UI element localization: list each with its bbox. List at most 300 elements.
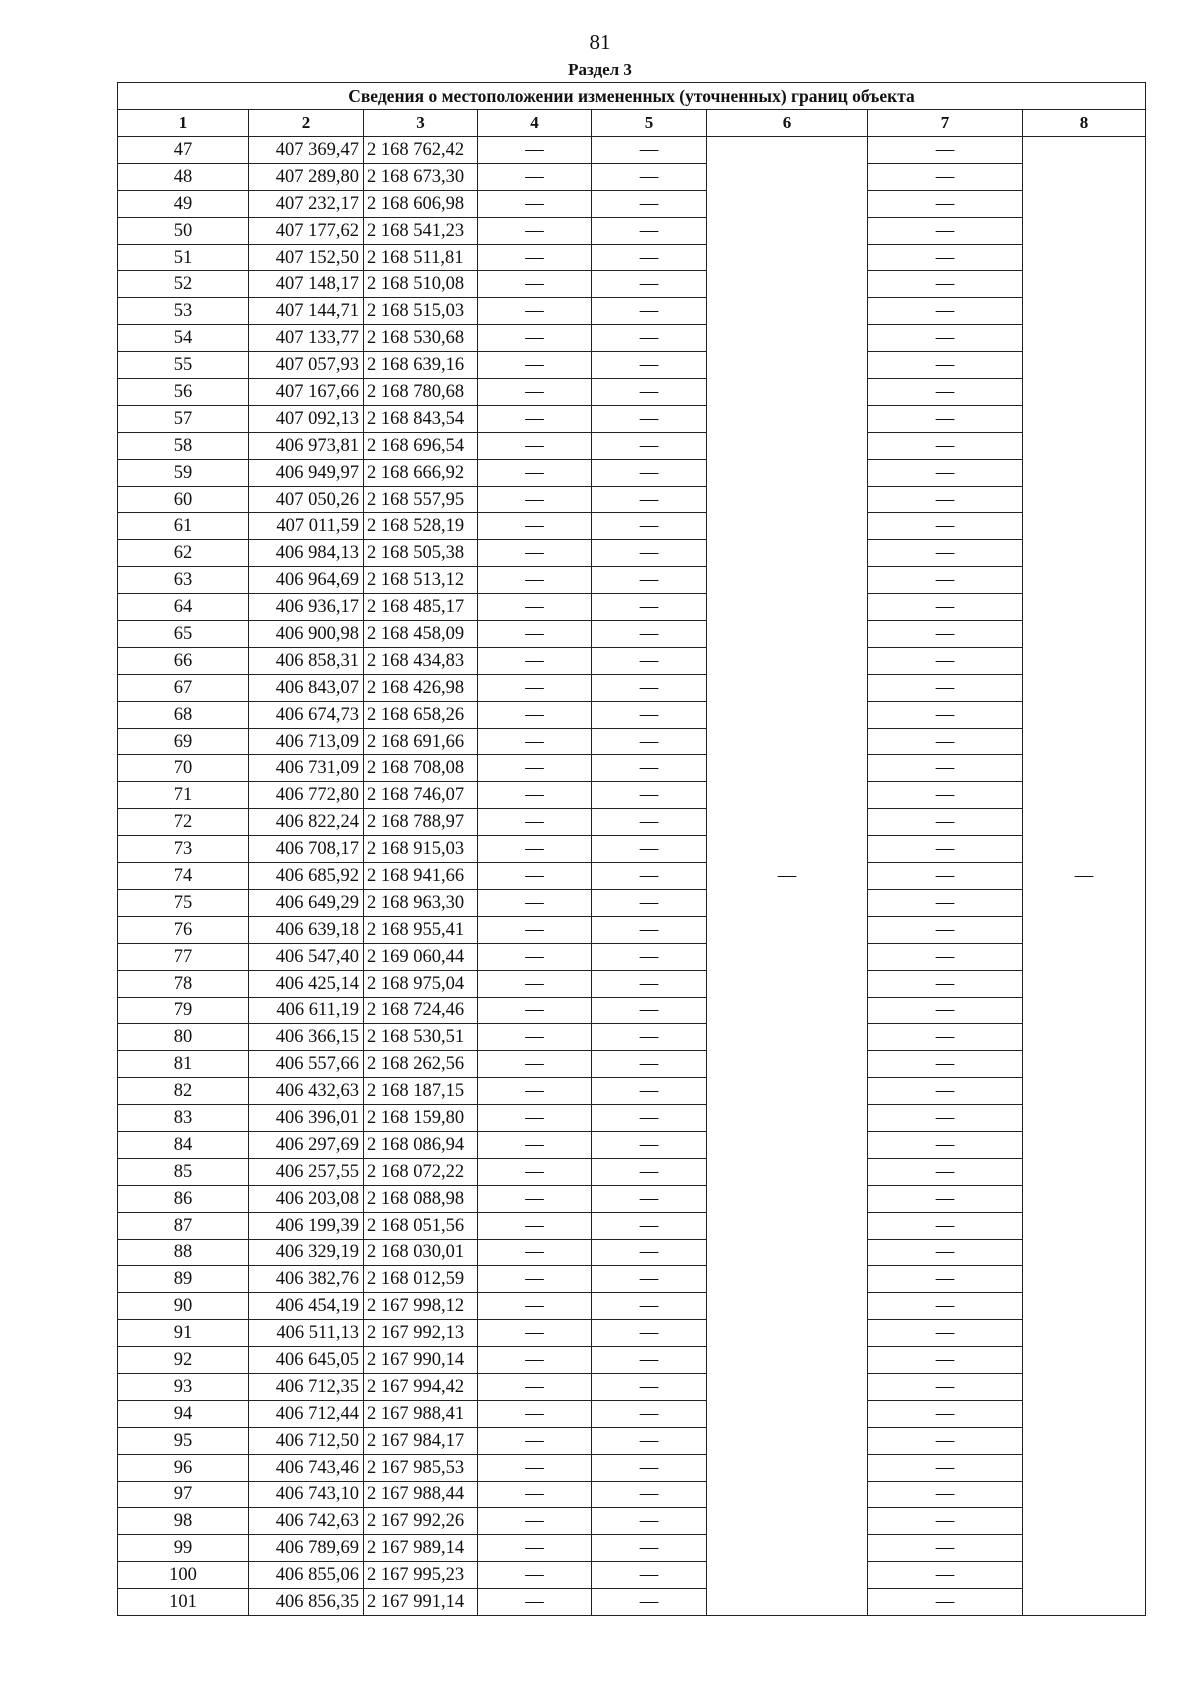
column-7-dash: — bbox=[868, 1212, 1023, 1239]
coordinate-y: 2 168 051,56 bbox=[364, 1212, 478, 1239]
column-4-dash: — bbox=[478, 1454, 592, 1481]
section-title: Раздел 3 bbox=[568, 60, 632, 79]
coordinate-y: 2 168 262,56 bbox=[364, 1051, 478, 1078]
column-7-dash: — bbox=[868, 540, 1023, 567]
column-4-dash: — bbox=[478, 594, 592, 621]
column-4-dash: — bbox=[478, 1535, 592, 1562]
table-row bbox=[118, 1185, 1146, 1212]
coordinate-y: 2 167 990,14 bbox=[364, 1347, 478, 1374]
point-number: 95 bbox=[118, 1427, 249, 1454]
table-row bbox=[118, 137, 1146, 164]
point-number: 81 bbox=[118, 1051, 249, 1078]
table-row bbox=[118, 701, 1146, 728]
table-row bbox=[118, 1400, 1146, 1427]
coordinate-y: 2 168 639,16 bbox=[364, 352, 478, 379]
column-number: 5 bbox=[592, 110, 707, 137]
coordinate-y: 2 168 724,46 bbox=[364, 997, 478, 1024]
coordinate-y: 2 168 434,83 bbox=[364, 647, 478, 674]
column-5-dash: — bbox=[592, 1508, 707, 1535]
table-row bbox=[118, 863, 1146, 890]
coordinate-x: 406 936,17 bbox=[249, 594, 364, 621]
column-5-dash: — bbox=[592, 1589, 707, 1616]
table-row bbox=[118, 163, 1146, 190]
table-row bbox=[118, 1562, 1146, 1589]
table-row bbox=[118, 1266, 1146, 1293]
coordinate-y: 2 168 696,54 bbox=[364, 432, 478, 459]
column-7-dash: — bbox=[868, 1427, 1023, 1454]
table-row bbox=[118, 1239, 1146, 1266]
column-5-dash: — bbox=[592, 836, 707, 863]
point-number: 49 bbox=[118, 190, 249, 217]
column-4-dash: — bbox=[478, 137, 592, 164]
coordinate-y: 2 168 557,95 bbox=[364, 486, 478, 513]
column-5-dash: — bbox=[592, 1158, 707, 1185]
column-6-merged-dash: — bbox=[707, 137, 868, 1616]
column-7-dash: — bbox=[868, 647, 1023, 674]
column-7-dash: — bbox=[868, 513, 1023, 540]
column-7-dash: — bbox=[868, 1508, 1023, 1535]
coordinate-y: 2 168 691,66 bbox=[364, 728, 478, 755]
coordinate-x: 406 329,19 bbox=[249, 1239, 364, 1266]
coordinate-x: 407 167,66 bbox=[249, 379, 364, 406]
column-4-dash: — bbox=[478, 1051, 592, 1078]
table-row bbox=[118, 405, 1146, 432]
table-row bbox=[118, 970, 1146, 997]
coordinate-x: 406 297,69 bbox=[249, 1131, 364, 1158]
coordinate-x: 407 289,80 bbox=[249, 163, 364, 190]
column-5-dash: — bbox=[592, 325, 707, 352]
table-row bbox=[118, 459, 1146, 486]
column-7-dash: — bbox=[868, 244, 1023, 271]
coordinate-x: 406 984,13 bbox=[249, 540, 364, 567]
column-5-dash: — bbox=[592, 728, 707, 755]
column-number: 1 bbox=[118, 110, 249, 137]
coordinate-y: 2 169 060,44 bbox=[364, 943, 478, 970]
column-7-dash: — bbox=[868, 1400, 1023, 1427]
column-5-dash: — bbox=[592, 997, 707, 1024]
column-7-dash: — bbox=[868, 1185, 1023, 1212]
column-number: 3 bbox=[364, 110, 478, 137]
point-number: 80 bbox=[118, 1024, 249, 1051]
coordinate-x: 407 177,62 bbox=[249, 217, 364, 244]
column-4-dash: — bbox=[478, 1105, 592, 1132]
coordinate-x: 406 822,24 bbox=[249, 809, 364, 836]
coordinate-x: 407 057,93 bbox=[249, 352, 364, 379]
column-7-dash: — bbox=[868, 1239, 1023, 1266]
coordinate-y: 2 168 762,42 bbox=[364, 137, 478, 164]
point-number: 85 bbox=[118, 1158, 249, 1185]
table-row bbox=[118, 1347, 1146, 1374]
column-7-dash: — bbox=[868, 916, 1023, 943]
column-7-dash: — bbox=[868, 1454, 1023, 1481]
coordinate-y: 2 168 485,17 bbox=[364, 594, 478, 621]
coordinate-x: 406 713,09 bbox=[249, 728, 364, 755]
column-4-dash: — bbox=[478, 836, 592, 863]
column-4-dash: — bbox=[478, 809, 592, 836]
coordinate-y: 2 167 992,13 bbox=[364, 1320, 478, 1347]
point-number: 70 bbox=[118, 755, 249, 782]
coordinate-x: 406 843,07 bbox=[249, 674, 364, 701]
table-caption: Сведения о местоположении измененных (уточненных) границ объекта bbox=[118, 83, 1146, 110]
table-row bbox=[118, 782, 1146, 809]
point-number: 90 bbox=[118, 1293, 249, 1320]
column-5-dash: — bbox=[592, 1373, 707, 1400]
point-number: 94 bbox=[118, 1400, 249, 1427]
column-5-dash: — bbox=[592, 486, 707, 513]
column-4-dash: — bbox=[478, 513, 592, 540]
point-number: 55 bbox=[118, 352, 249, 379]
column-5-dash: — bbox=[592, 1051, 707, 1078]
coordinate-x: 406 257,55 bbox=[249, 1158, 364, 1185]
table-row bbox=[118, 432, 1146, 459]
coordinate-x: 406 674,73 bbox=[249, 701, 364, 728]
column-4-dash: — bbox=[478, 1373, 592, 1400]
column-5-dash: — bbox=[592, 863, 707, 890]
column-4-dash: — bbox=[478, 916, 592, 943]
point-number: 54 bbox=[118, 325, 249, 352]
table-row bbox=[118, 540, 1146, 567]
table-row bbox=[118, 1131, 1146, 1158]
column-4-dash: — bbox=[478, 970, 592, 997]
point-number: 100 bbox=[118, 1562, 249, 1589]
coordinate-y: 2 168 510,08 bbox=[364, 271, 478, 298]
point-number: 82 bbox=[118, 1078, 249, 1105]
coordinate-y: 2 168 505,38 bbox=[364, 540, 478, 567]
column-4-dash: — bbox=[478, 755, 592, 782]
table-row bbox=[118, 325, 1146, 352]
table-row bbox=[118, 1158, 1146, 1185]
column-4-dash: — bbox=[478, 1347, 592, 1374]
column-4-dash: — bbox=[478, 701, 592, 728]
column-5-dash: — bbox=[592, 163, 707, 190]
table-row bbox=[118, 244, 1146, 271]
coordinate-x: 406 685,92 bbox=[249, 863, 364, 890]
column-7-dash: — bbox=[868, 1293, 1023, 1320]
point-number: 71 bbox=[118, 782, 249, 809]
coordinate-y: 2 168 030,01 bbox=[364, 1239, 478, 1266]
column-7-dash: — bbox=[868, 1131, 1023, 1158]
coordinate-y: 2 168 963,30 bbox=[364, 889, 478, 916]
table-row bbox=[118, 647, 1146, 674]
point-number: 59 bbox=[118, 459, 249, 486]
coordinate-y: 2 168 673,30 bbox=[364, 163, 478, 190]
point-number: 89 bbox=[118, 1266, 249, 1293]
coordinate-y: 2 168 666,92 bbox=[364, 459, 478, 486]
column-5-dash: — bbox=[592, 782, 707, 809]
column-4-dash: — bbox=[478, 647, 592, 674]
column-4-dash: — bbox=[478, 217, 592, 244]
column-4-dash: — bbox=[478, 1400, 592, 1427]
coordinate-y: 2 167 995,23 bbox=[364, 1562, 478, 1589]
table-row bbox=[118, 1508, 1146, 1535]
coordinate-y: 2 168 843,54 bbox=[364, 405, 478, 432]
column-7-dash: — bbox=[868, 486, 1023, 513]
column-4-dash: — bbox=[478, 1158, 592, 1185]
column-5-dash: — bbox=[592, 513, 707, 540]
coordinate-y: 2 168 072,22 bbox=[364, 1158, 478, 1185]
coordinate-y: 2 168 530,51 bbox=[364, 1024, 478, 1051]
column-5-dash: — bbox=[592, 1185, 707, 1212]
coordinate-x: 406 949,97 bbox=[249, 459, 364, 486]
coordinate-x: 407 133,77 bbox=[249, 325, 364, 352]
table-row bbox=[118, 1589, 1146, 1616]
coordinate-y: 2 168 915,03 bbox=[364, 836, 478, 863]
column-7-dash: — bbox=[868, 379, 1023, 406]
coordinate-x: 406 712,44 bbox=[249, 1400, 364, 1427]
column-5-dash: — bbox=[592, 809, 707, 836]
column-5-dash: — bbox=[592, 674, 707, 701]
point-number: 98 bbox=[118, 1508, 249, 1535]
coordinate-x: 406 203,08 bbox=[249, 1185, 364, 1212]
coordinate-y: 2 168 012,59 bbox=[364, 1266, 478, 1293]
column-7-dash: — bbox=[868, 889, 1023, 916]
column-4-dash: — bbox=[478, 298, 592, 325]
column-5-dash: — bbox=[592, 647, 707, 674]
table-row bbox=[118, 916, 1146, 943]
column-5-dash: — bbox=[592, 298, 707, 325]
column-7-dash: — bbox=[868, 217, 1023, 244]
column-5-dash: — bbox=[592, 594, 707, 621]
coordinate-x: 406 199,39 bbox=[249, 1212, 364, 1239]
coordinate-y: 2 168 541,23 bbox=[364, 217, 478, 244]
coordinate-x: 407 011,59 bbox=[249, 513, 364, 540]
column-4-dash: — bbox=[478, 863, 592, 890]
coordinate-x: 406 789,69 bbox=[249, 1535, 364, 1562]
coordinate-x: 406 743,10 bbox=[249, 1481, 364, 1508]
column-7-dash: — bbox=[868, 943, 1023, 970]
coordinate-x: 406 742,63 bbox=[249, 1508, 364, 1535]
point-number: 67 bbox=[118, 674, 249, 701]
coordinate-y: 2 167 992,26 bbox=[364, 1508, 478, 1535]
point-number: 58 bbox=[118, 432, 249, 459]
coordinate-y: 2 168 426,98 bbox=[364, 674, 478, 701]
coordinate-y: 2 168 941,66 bbox=[364, 863, 478, 890]
table-row bbox=[118, 997, 1146, 1024]
point-number: 91 bbox=[118, 1320, 249, 1347]
column-4-dash: — bbox=[478, 405, 592, 432]
coordinate-y: 2 168 975,04 bbox=[364, 970, 478, 997]
column-4-dash: — bbox=[478, 244, 592, 271]
column-4-dash: — bbox=[478, 325, 592, 352]
coordinate-x: 406 645,05 bbox=[249, 1347, 364, 1374]
coordinate-x: 406 900,98 bbox=[249, 621, 364, 648]
column-5-dash: — bbox=[592, 1347, 707, 1374]
boundary-coordinates-table bbox=[117, 82, 1146, 1616]
coordinate-x: 406 855,06 bbox=[249, 1562, 364, 1589]
coordinate-y: 2 168 086,94 bbox=[364, 1131, 478, 1158]
point-number: 48 bbox=[118, 163, 249, 190]
column-5-dash: — bbox=[592, 1454, 707, 1481]
column-7-dash: — bbox=[868, 432, 1023, 459]
coordinate-y: 2 168 955,41 bbox=[364, 916, 478, 943]
coordinate-x: 406 731,09 bbox=[249, 755, 364, 782]
point-number: 69 bbox=[118, 728, 249, 755]
coordinate-x: 406 639,18 bbox=[249, 916, 364, 943]
point-number: 64 bbox=[118, 594, 249, 621]
column-7-dash: — bbox=[868, 190, 1023, 217]
column-4-dash: — bbox=[478, 889, 592, 916]
coordinate-y: 2 167 994,42 bbox=[364, 1373, 478, 1400]
point-number: 96 bbox=[118, 1454, 249, 1481]
point-number: 50 bbox=[118, 217, 249, 244]
column-5-dash: — bbox=[592, 1400, 707, 1427]
column-5-dash: — bbox=[592, 459, 707, 486]
table-row bbox=[118, 1078, 1146, 1105]
point-number: 101 bbox=[118, 1589, 249, 1616]
column-5-dash: — bbox=[592, 1239, 707, 1266]
column-5-dash: — bbox=[592, 701, 707, 728]
coordinate-x: 406 772,80 bbox=[249, 782, 364, 809]
column-4-dash: — bbox=[478, 459, 592, 486]
column-7-dash: — bbox=[868, 1481, 1023, 1508]
coordinate-y: 2 168 606,98 bbox=[364, 190, 478, 217]
column-4-dash: — bbox=[478, 271, 592, 298]
coordinate-x: 407 148,17 bbox=[249, 271, 364, 298]
point-number: 86 bbox=[118, 1185, 249, 1212]
point-number: 83 bbox=[118, 1105, 249, 1132]
column-4-dash: — bbox=[478, 1239, 592, 1266]
coordinate-x: 406 973,81 bbox=[249, 432, 364, 459]
table-row bbox=[118, 352, 1146, 379]
column-7-dash: — bbox=[868, 1589, 1023, 1616]
column-4-dash: — bbox=[478, 1508, 592, 1535]
column-5-dash: — bbox=[592, 190, 707, 217]
point-number: 92 bbox=[118, 1347, 249, 1374]
table-row bbox=[118, 1105, 1146, 1132]
column-7-dash: — bbox=[868, 594, 1023, 621]
column-number: 7 bbox=[868, 110, 1023, 137]
point-number: 99 bbox=[118, 1535, 249, 1562]
coordinate-y: 2 168 187,15 bbox=[364, 1078, 478, 1105]
column-7-dash: — bbox=[868, 728, 1023, 755]
column-5-dash: — bbox=[592, 1320, 707, 1347]
coordinate-y: 2 167 984,17 bbox=[364, 1427, 478, 1454]
coordinate-x: 407 092,13 bbox=[249, 405, 364, 432]
column-5-dash: — bbox=[592, 621, 707, 648]
coordinate-y: 2 167 998,12 bbox=[364, 1293, 478, 1320]
coordinate-y: 2 167 985,53 bbox=[364, 1454, 478, 1481]
column-5-dash: — bbox=[592, 1131, 707, 1158]
coordinate-y: 2 168 530,68 bbox=[364, 325, 478, 352]
coordinate-y: 2 168 515,03 bbox=[364, 298, 478, 325]
column-4-dash: — bbox=[478, 1131, 592, 1158]
table-row bbox=[118, 567, 1146, 594]
column-4-dash: — bbox=[478, 1078, 592, 1105]
coordinate-x: 406 649,29 bbox=[249, 889, 364, 916]
table-row bbox=[118, 486, 1146, 513]
coordinate-x: 406 964,69 bbox=[249, 567, 364, 594]
coordinate-x: 406 511,13 bbox=[249, 1320, 364, 1347]
table-row bbox=[118, 889, 1146, 916]
point-number: 61 bbox=[118, 513, 249, 540]
column-4-dash: — bbox=[478, 1320, 592, 1347]
point-number: 66 bbox=[118, 647, 249, 674]
coordinate-y: 2 168 458,09 bbox=[364, 621, 478, 648]
table-row bbox=[118, 1320, 1146, 1347]
coordinate-x: 406 557,66 bbox=[249, 1051, 364, 1078]
coordinate-x: 406 547,40 bbox=[249, 943, 364, 970]
column-7-dash: — bbox=[868, 755, 1023, 782]
coordinate-x: 407 369,47 bbox=[249, 137, 364, 164]
table-row bbox=[118, 217, 1146, 244]
column-7-dash: — bbox=[868, 836, 1023, 863]
point-number: 77 bbox=[118, 943, 249, 970]
column-5-dash: — bbox=[592, 352, 707, 379]
point-number: 87 bbox=[118, 1212, 249, 1239]
coordinate-x: 406 396,01 bbox=[249, 1105, 364, 1132]
column-numbers-row bbox=[118, 110, 1146, 137]
coordinate-y: 2 168 780,68 bbox=[364, 379, 478, 406]
table-row bbox=[118, 594, 1146, 621]
point-number: 88 bbox=[118, 1239, 249, 1266]
column-4-dash: — bbox=[478, 1589, 592, 1616]
point-number: 93 bbox=[118, 1373, 249, 1400]
column-4-dash: — bbox=[478, 352, 592, 379]
column-5-dash: — bbox=[592, 1078, 707, 1105]
column-7-dash: — bbox=[868, 701, 1023, 728]
table-row bbox=[118, 379, 1146, 406]
column-5-dash: — bbox=[592, 943, 707, 970]
table-row bbox=[118, 674, 1146, 701]
coordinate-x: 406 743,46 bbox=[249, 1454, 364, 1481]
column-7-dash: — bbox=[868, 1535, 1023, 1562]
coordinate-y: 2 168 088,98 bbox=[364, 1185, 478, 1212]
point-number: 57 bbox=[118, 405, 249, 432]
table-row bbox=[118, 1373, 1146, 1400]
point-number: 76 bbox=[118, 916, 249, 943]
column-5-dash: — bbox=[592, 1293, 707, 1320]
column-4-dash: — bbox=[478, 1185, 592, 1212]
coordinate-y: 2 167 991,14 bbox=[364, 1589, 478, 1616]
table-row bbox=[118, 513, 1146, 540]
column-4-dash: — bbox=[478, 1562, 592, 1589]
column-4-dash: — bbox=[478, 379, 592, 406]
column-number: 2 bbox=[249, 110, 364, 137]
coordinate-x: 407 152,50 bbox=[249, 244, 364, 271]
point-number: 97 bbox=[118, 1481, 249, 1508]
column-7-dash: — bbox=[868, 970, 1023, 997]
table-row bbox=[118, 1427, 1146, 1454]
coordinate-y: 2 167 988,44 bbox=[364, 1481, 478, 1508]
column-4-dash: — bbox=[478, 567, 592, 594]
coordinate-y: 2 168 746,07 bbox=[364, 782, 478, 809]
point-number: 74 bbox=[118, 863, 249, 890]
column-5-dash: — bbox=[592, 432, 707, 459]
coordinate-y: 2 168 708,08 bbox=[364, 755, 478, 782]
column-4-dash: — bbox=[478, 1293, 592, 1320]
column-5-dash: — bbox=[592, 1266, 707, 1293]
column-4-dash: — bbox=[478, 486, 592, 513]
column-7-dash: — bbox=[868, 1158, 1023, 1185]
column-7-dash: — bbox=[868, 1051, 1023, 1078]
point-number: 60 bbox=[118, 486, 249, 513]
column-4-dash: — bbox=[478, 728, 592, 755]
point-number: 63 bbox=[118, 567, 249, 594]
column-7-dash: — bbox=[868, 863, 1023, 890]
column-4-dash: — bbox=[478, 1212, 592, 1239]
table-row bbox=[118, 1293, 1146, 1320]
column-number: 8 bbox=[1023, 110, 1146, 137]
column-4-dash: — bbox=[478, 1024, 592, 1051]
column-5-dash: — bbox=[592, 271, 707, 298]
column-4-dash: — bbox=[478, 190, 592, 217]
column-4-dash: — bbox=[478, 674, 592, 701]
column-5-dash: — bbox=[592, 137, 707, 164]
column-5-dash: — bbox=[592, 1562, 707, 1589]
column-5-dash: — bbox=[592, 1427, 707, 1454]
table-row bbox=[118, 943, 1146, 970]
point-number: 53 bbox=[118, 298, 249, 325]
